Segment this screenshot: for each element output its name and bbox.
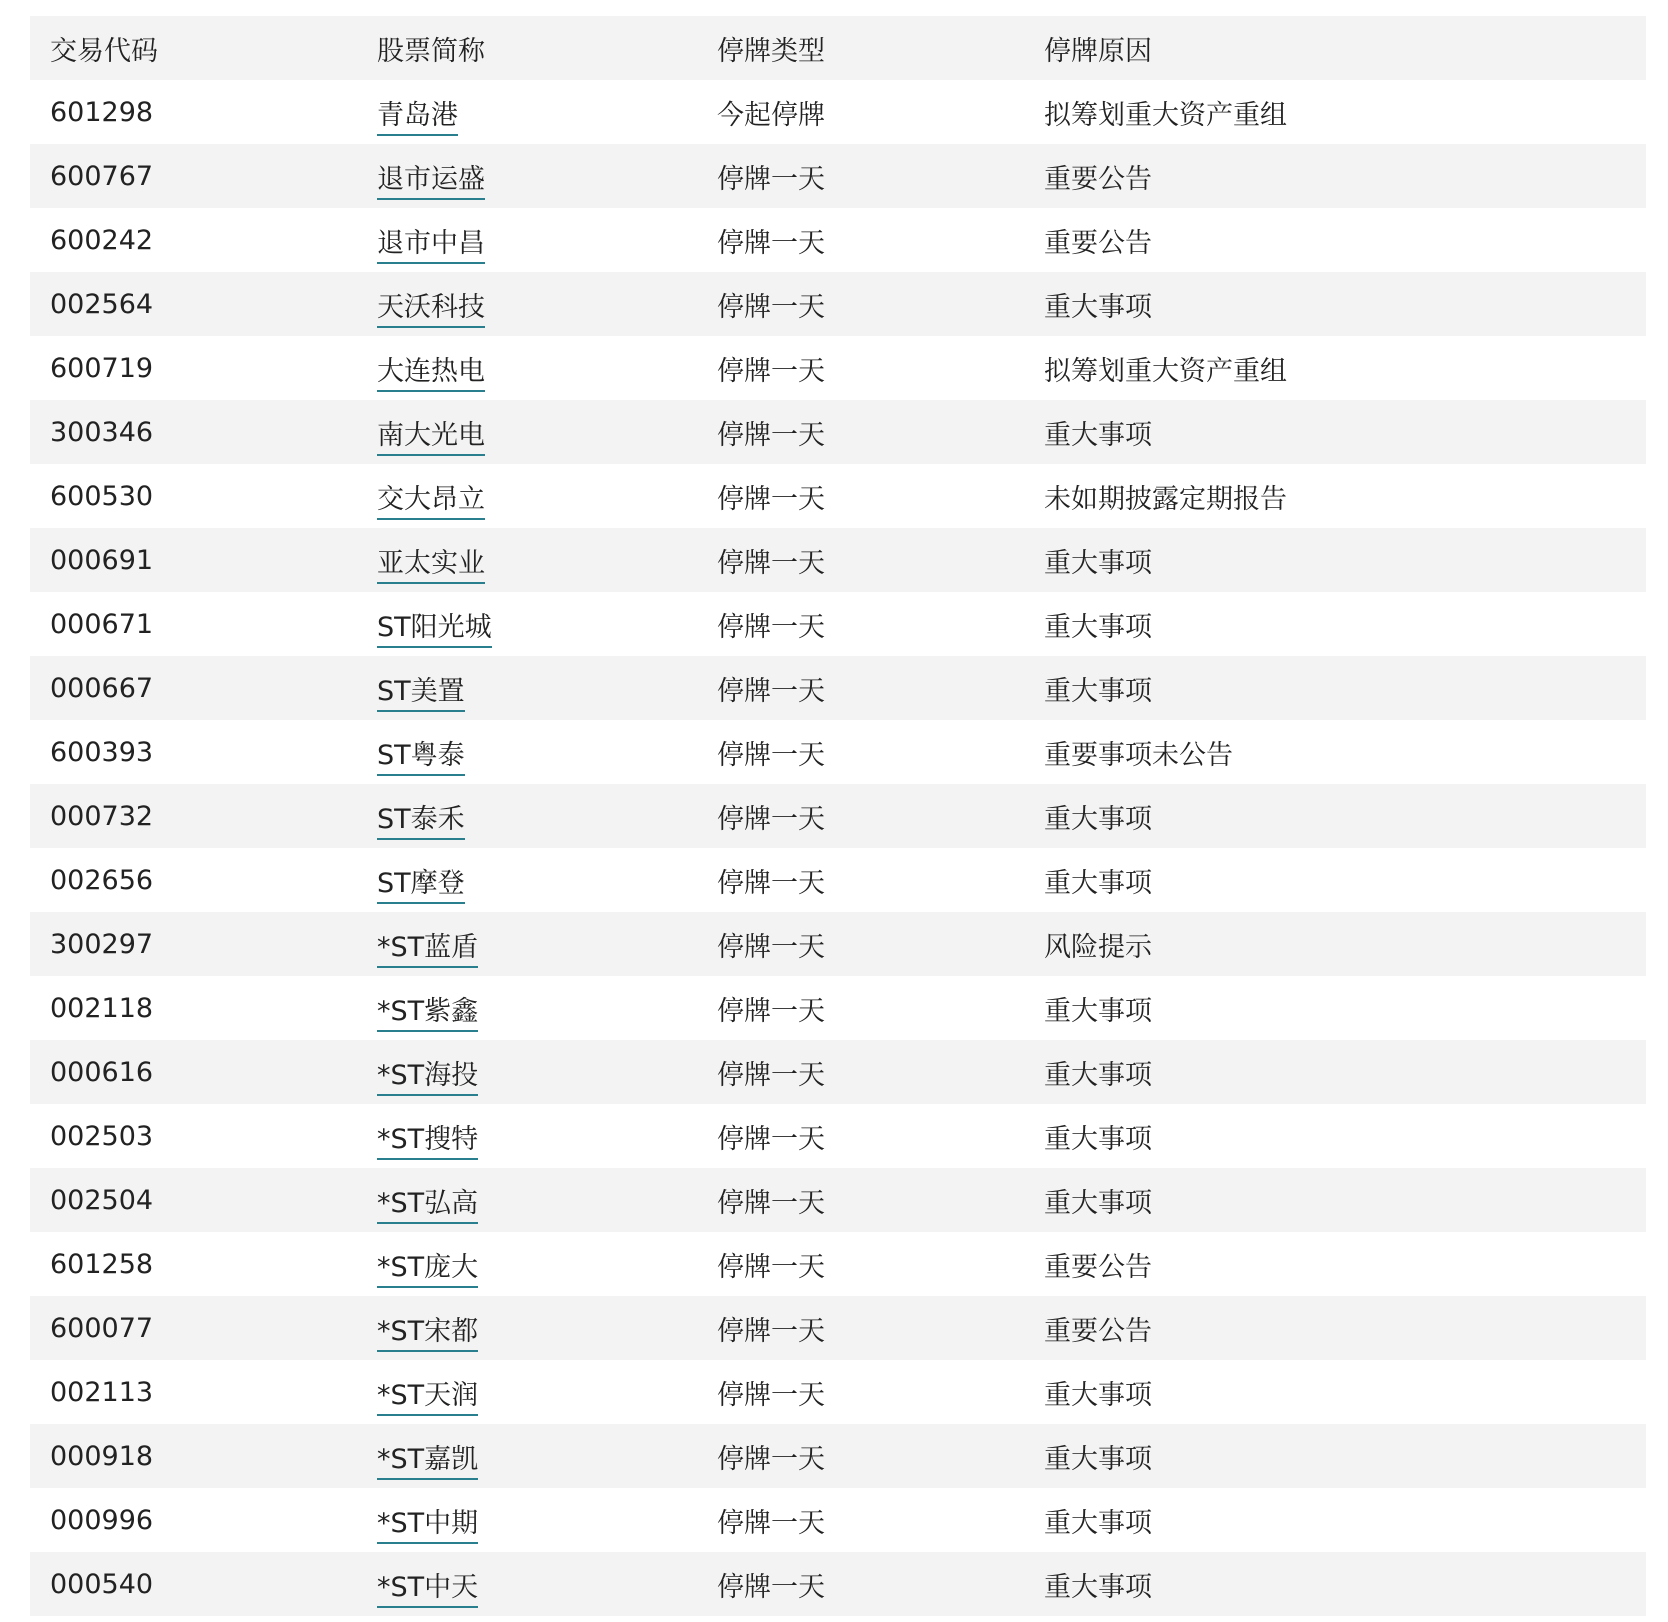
cell-type: 停牌一天	[717, 1379, 825, 1411]
stock-name-link[interactable]: 亚太实业	[377, 548, 485, 584]
cell-name	[357, 1040, 697, 1104]
table-row	[30, 912, 1646, 976]
stock-name-link[interactable]: 大连热电	[377, 356, 485, 392]
cell-type: 停牌一天	[717, 1443, 825, 1475]
cell-code: 601298	[50, 96, 154, 128]
table-row	[30, 1424, 1646, 1488]
cell-reason: 重大事项	[1044, 611, 1152, 643]
cell-code: 600719	[50, 352, 154, 384]
cell-code: 600530	[50, 480, 154, 512]
cell-type: 停牌一天	[717, 611, 825, 643]
cell-type: 停牌一天	[717, 291, 825, 323]
cell-name	[357, 272, 697, 336]
stock-name-link[interactable]: *ST中期	[377, 1508, 478, 1544]
cell-reason: 拟筹划重大资产重组	[1044, 99, 1287, 131]
stock-name-link[interactable]: 南大光电	[377, 420, 485, 456]
table-body	[30, 80, 1646, 1616]
cell-name	[357, 1552, 697, 1616]
cell-name	[357, 336, 697, 400]
cell-reason: 风险提示	[1044, 931, 1152, 963]
column-header-name: 股票简称	[377, 35, 485, 67]
cell-name	[357, 1424, 697, 1488]
table-row	[30, 848, 1646, 912]
cell-reason: 重大事项	[1044, 1187, 1152, 1219]
table-row	[30, 1040, 1646, 1104]
table-row	[30, 1296, 1646, 1360]
cell-code: 000540	[50, 1568, 154, 1600]
stock-name-link[interactable]: *ST宋都	[377, 1316, 478, 1352]
cell-name	[357, 1296, 697, 1360]
stock-name-link[interactable]: 交大昂立	[377, 484, 485, 520]
cell-type: 停牌一天	[717, 931, 825, 963]
cell-reason: 重大事项	[1044, 1443, 1152, 1475]
cell-reason: 重大事项	[1044, 803, 1152, 835]
stock-name-link[interactable]: *ST中天	[377, 1572, 478, 1608]
cell-name	[357, 208, 697, 272]
column-header-code: 交易代码	[50, 35, 158, 67]
cell-name	[357, 656, 697, 720]
cell-type: 停牌一天	[717, 803, 825, 835]
cell-code: 000667	[50, 672, 154, 704]
cell-name	[357, 1232, 697, 1296]
table-row	[30, 208, 1646, 272]
table-row	[30, 720, 1646, 784]
stock-name-link[interactable]: *ST海投	[377, 1060, 478, 1096]
cell-name	[357, 976, 697, 1040]
cell-code: 000996	[50, 1504, 154, 1536]
cell-code: 000616	[50, 1056, 154, 1088]
stock-name-link[interactable]: ST阳光城	[377, 612, 492, 648]
stock-name-link[interactable]: 退市运盛	[377, 164, 485, 200]
column-header-type: 停牌类型	[717, 35, 825, 67]
cell-type: 停牌一天	[717, 483, 825, 515]
stock-name-link[interactable]: *ST嘉凯	[377, 1444, 478, 1480]
cell-name	[357, 144, 697, 208]
table-header-row	[30, 16, 1646, 80]
cell-type: 停牌一天	[717, 995, 825, 1027]
cell-code: 600767	[50, 160, 154, 192]
cell-type: 停牌一天	[717, 1123, 825, 1155]
cell-code: 002503	[50, 1120, 154, 1152]
table-row	[30, 400, 1646, 464]
cell-name	[357, 848, 697, 912]
cell-reason: 重大事项	[1044, 675, 1152, 707]
cell-type: 停牌一天	[717, 547, 825, 579]
column-header-reason: 停牌原因	[1044, 35, 1152, 67]
cell-name	[357, 1360, 697, 1424]
table-row	[30, 1104, 1646, 1168]
cell-type: 停牌一天	[717, 675, 825, 707]
suspension-table-container	[30, 16, 1646, 1616]
cell-reason: 重大事项	[1044, 867, 1152, 899]
table-row	[30, 784, 1646, 848]
table-row	[30, 272, 1646, 336]
cell-code: 002656	[50, 864, 154, 896]
stock-name-link[interactable]: 青岛港	[377, 100, 458, 136]
cell-reason: 重要公告	[1044, 1315, 1152, 1347]
stock-name-link[interactable]: *ST庞大	[377, 1252, 478, 1288]
cell-code: 601258	[50, 1248, 154, 1280]
cell-reason: 重大事项	[1044, 995, 1152, 1027]
cell-name	[357, 1168, 697, 1232]
cell-reason: 重大事项	[1044, 1379, 1152, 1411]
suspension-table	[30, 16, 1646, 1616]
table-row	[30, 464, 1646, 528]
table-row	[30, 336, 1646, 400]
cell-type: 停牌一天	[717, 1571, 825, 1603]
stock-name-link[interactable]: ST粤泰	[377, 740, 465, 776]
cell-name	[357, 1104, 697, 1168]
table-row	[30, 592, 1646, 656]
cell-type: 停牌一天	[717, 227, 825, 259]
cell-reason: 重要公告	[1044, 227, 1152, 259]
cell-type: 停牌一天	[717, 355, 825, 387]
stock-name-link[interactable]: *ST紫鑫	[377, 996, 478, 1032]
table-row	[30, 528, 1646, 592]
cell-reason: 重大事项	[1044, 1571, 1152, 1603]
cell-type: 停牌一天	[717, 163, 825, 195]
cell-name	[357, 1488, 697, 1552]
stock-name-link[interactable]: *ST弘高	[377, 1188, 478, 1224]
cell-code: 002564	[50, 288, 154, 320]
cell-type: 停牌一天	[717, 419, 825, 451]
cell-code: 600077	[50, 1312, 154, 1344]
cell-reason: 未如期披露定期报告	[1044, 483, 1287, 515]
cell-code: 002118	[50, 992, 154, 1024]
cell-code: 300346	[50, 416, 154, 448]
stock-name-link[interactable]: ST美置	[377, 676, 465, 712]
cell-reason: 重大事项	[1044, 291, 1152, 323]
cell-code: 600242	[50, 224, 154, 256]
cell-type: 停牌一天	[717, 1187, 825, 1219]
cell-reason: 重大事项	[1044, 419, 1152, 451]
cell-reason: 拟筹划重大资产重组	[1044, 355, 1287, 387]
stock-name-link[interactable]: 天沃科技	[377, 292, 485, 328]
table-row	[30, 656, 1646, 720]
cell-reason: 重大事项	[1044, 1123, 1152, 1155]
cell-reason: 重要公告	[1044, 1251, 1152, 1283]
cell-type: 停牌一天	[717, 1251, 825, 1283]
table-row	[30, 1232, 1646, 1296]
stock-name-link[interactable]: ST泰禾	[377, 804, 465, 840]
cell-name	[357, 592, 697, 656]
cell-code: 000691	[50, 544, 154, 576]
cell-code: 300297	[50, 928, 154, 960]
table-row	[30, 1360, 1646, 1424]
cell-reason: 重大事项	[1044, 547, 1152, 579]
table-row	[30, 976, 1646, 1040]
stock-name-link[interactable]: 退市中昌	[377, 228, 485, 264]
cell-code: 000671	[50, 608, 154, 640]
cell-name	[357, 528, 697, 592]
cell-reason: 重大事项	[1044, 1507, 1152, 1539]
stock-name-link[interactable]: *ST搜特	[377, 1124, 478, 1160]
stock-name-link[interactable]: ST摩登	[377, 868, 465, 904]
table-row	[30, 144, 1646, 208]
cell-code: 000918	[50, 1440, 154, 1472]
table-row	[30, 1168, 1646, 1232]
cell-reason: 重大事项	[1044, 1059, 1152, 1091]
cell-type: 今起停牌	[717, 99, 825, 131]
cell-reason: 重要公告	[1044, 163, 1152, 195]
stock-name-link[interactable]: *ST蓝盾	[377, 932, 478, 968]
cell-code: 600393	[50, 736, 154, 768]
table-row	[30, 1552, 1646, 1616]
cell-name	[357, 464, 697, 528]
cell-name	[357, 784, 697, 848]
table-row	[30, 80, 1646, 144]
cell-type: 停牌一天	[717, 867, 825, 899]
cell-type: 停牌一天	[717, 1059, 825, 1091]
cell-type: 停牌一天	[717, 1507, 825, 1539]
cell-name	[357, 400, 697, 464]
cell-name	[357, 912, 697, 976]
cell-name	[357, 80, 697, 144]
cell-type: 停牌一天	[717, 1315, 825, 1347]
table-row	[30, 1488, 1646, 1552]
cell-name	[357, 720, 697, 784]
cell-code: 002504	[50, 1184, 154, 1216]
cell-reason: 重要事项未公告	[1044, 739, 1233, 771]
cell-type: 停牌一天	[717, 739, 825, 771]
stock-name-link[interactable]: *ST天润	[377, 1380, 478, 1416]
cell-code: 000732	[50, 800, 154, 832]
cell-code: 002113	[50, 1376, 154, 1408]
